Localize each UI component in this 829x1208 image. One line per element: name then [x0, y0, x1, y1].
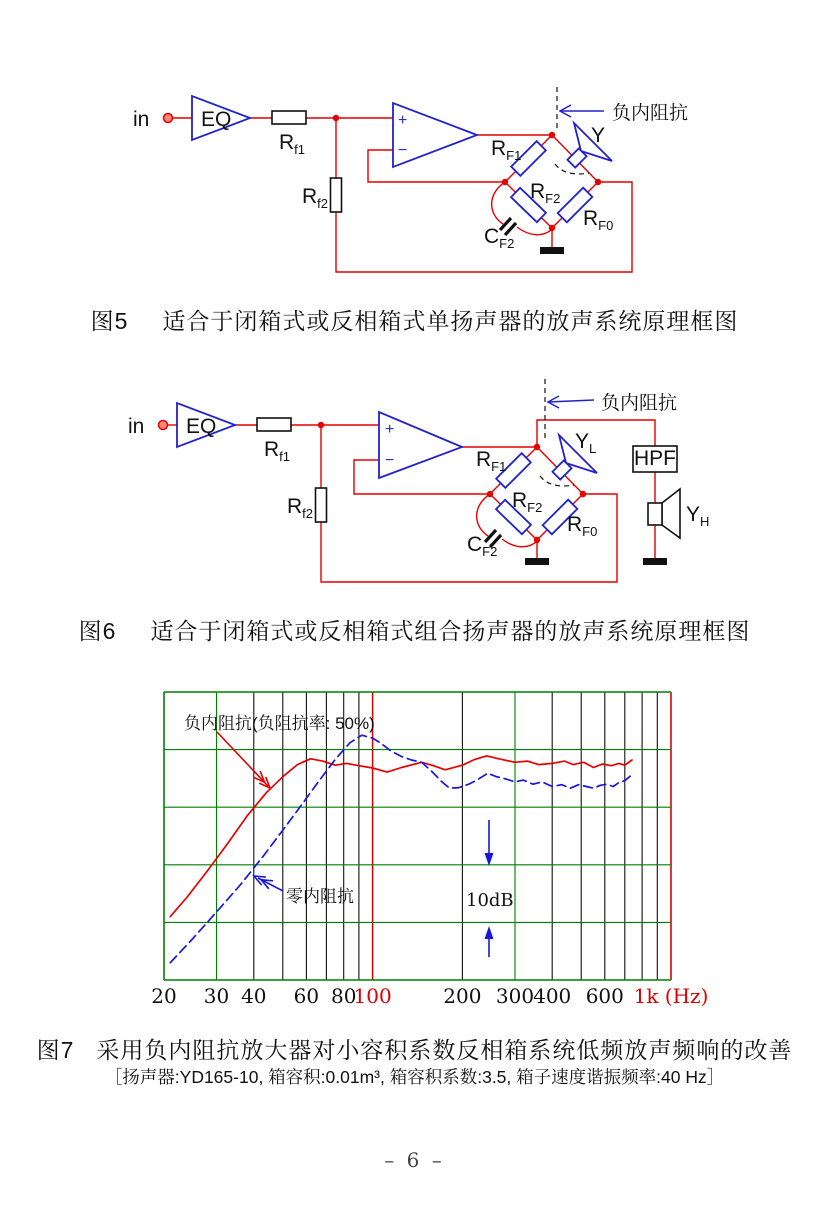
fig5-resistor-rf1: [272, 111, 306, 124]
fig6-negative-impedance-arrow: [548, 396, 594, 408]
fig5-speaker-label: Y: [591, 124, 606, 147]
zero-impedance-pointer-arrow: [254, 876, 283, 891]
figure6-caption-text: 适合于闭箱式或反相箱式组合扬声器的放声系统原理框图: [150, 618, 751, 644]
fig5-rf2-label: $R_{f2}$: [302, 185, 329, 211]
figure6-caption: [0, 613, 829, 646]
ten-db-marker: [466, 820, 514, 957]
fig6-ground-icon-bridge: [525, 558, 549, 565]
svg-text:200: 200: [443, 984, 482, 1008]
fig6-input-label: in: [128, 415, 145, 438]
fig6-opamp-minus: −: [385, 452, 395, 469]
fig5-opamp-plus: +: [398, 112, 408, 129]
page-number: – 6 –: [384, 1148, 445, 1172]
svg-text:600: 600: [585, 984, 624, 1008]
svg-text:1k (Hz): 1k (Hz): [633, 984, 709, 1008]
fig6-high-speaker-label: $Y_H$: [686, 503, 710, 529]
figure6-caption-label: 图6: [78, 618, 117, 644]
fig5-rf1-label: $R_{f1}$: [279, 131, 306, 157]
curve-negative-impedance: [170, 756, 632, 917]
svg-text:40: 40: [241, 984, 267, 1008]
fig5-RF2-label: $R_{F2}$: [530, 180, 561, 206]
fig6-RF1-label: $R_{F1}$: [476, 448, 507, 474]
figure7-caption-note: ［扬声器:YD165-10, 箱容积:0.01m³, 箱容积系数:3.5, 箱子速度谐振频率:40 Hz］: [104, 1067, 725, 1087]
fig6-annotation-text: 负内阻抗: [601, 393, 678, 414]
negative-impedance-pointer-arrow: [217, 732, 270, 788]
svg-text:80: 80: [330, 984, 357, 1008]
figure7-caption-label: 图7: [36, 1037, 75, 1063]
fig6-input-terminal: [159, 421, 168, 430]
fig5-annotation-text: 负内阻抗: [612, 103, 689, 124]
ten-db-label: 10dB: [466, 890, 514, 911]
fig5-resistor-rf2: [331, 178, 342, 212]
fig6-RF0-label: $R_{F0}$: [567, 513, 598, 539]
svg-text:30: 30: [203, 984, 230, 1008]
figure5-caption: [0, 303, 829, 336]
fig5-input-label: in: [133, 108, 150, 131]
fig6-eq-label: EQ: [186, 415, 217, 438]
fig5-input-terminal: [164, 114, 173, 123]
svg-text:60: 60: [293, 984, 320, 1008]
chart-curves: [170, 735, 632, 963]
fig6-high-speaker-icon: [648, 489, 680, 538]
curve-zero-impedance: [170, 735, 630, 963]
fig6-opamp-plus: +: [385, 421, 395, 438]
figure5-circuit-diagram: [0, 85, 829, 285]
fig5-eq-label: EQ: [201, 108, 232, 131]
fig6-rf2-label: $R_{f2}$: [287, 495, 314, 521]
fig6-resistor-rf2: [316, 488, 327, 522]
fig6-rf1-label: $R_{f1}$: [264, 438, 291, 464]
fig5-capacitor-cf2: [500, 218, 516, 235]
figure5-caption-text: 适合于闭箱式或反相箱式单扬声器的放声系统原理框图: [162, 308, 739, 334]
svg-text:300: 300: [495, 984, 535, 1008]
fig5-RF0-label: $R_{F0}$: [583, 207, 614, 233]
svg-text:100: 100: [353, 984, 392, 1008]
fig5-ground-icon: [540, 247, 564, 254]
series-label-zero-impedance: 零内阻抗: [286, 887, 354, 906]
chart-x-ticks: [151, 984, 708, 1008]
fig6-hpf-label: HPF: [634, 447, 676, 470]
fig5-negative-impedance-arrow: [560, 105, 604, 117]
fig6-ground-icon-speaker: [643, 558, 667, 565]
fig5-opamp-minus: −: [398, 142, 408, 159]
fig6-low-speaker-label: $Y_L$: [575, 430, 597, 456]
series-label-negative-impedance: 负内阻抗(负阻抗率: 50%): [184, 714, 375, 733]
figure7-caption: [0, 1032, 829, 1065]
figure7-frequency-response-chart: [0, 680, 829, 1020]
fig6-RF2-label: $R_{F2}$: [512, 489, 543, 515]
svg-text:400: 400: [533, 984, 572, 1008]
fig5-speaker-icon: [567, 123, 612, 168]
fig6-CF2-label: $C_{F2}$: [467, 533, 498, 559]
figure5-caption-label: 图5: [90, 308, 129, 334]
figure7-caption-text: 采用负内阻抗放大器对小容积系数反相箱系统低频放声频响的改善: [96, 1037, 793, 1063]
svg-text:20: 20: [151, 984, 177, 1008]
fig5-RF1-label: $R_{F1}$: [491, 137, 522, 163]
chart-gridlines: [164, 692, 671, 980]
fig5-CF2-label: $C_{F2}$: [484, 225, 515, 251]
figure6-circuit-diagram: [0, 375, 829, 590]
fig6-resistor-rf1: [257, 418, 291, 431]
